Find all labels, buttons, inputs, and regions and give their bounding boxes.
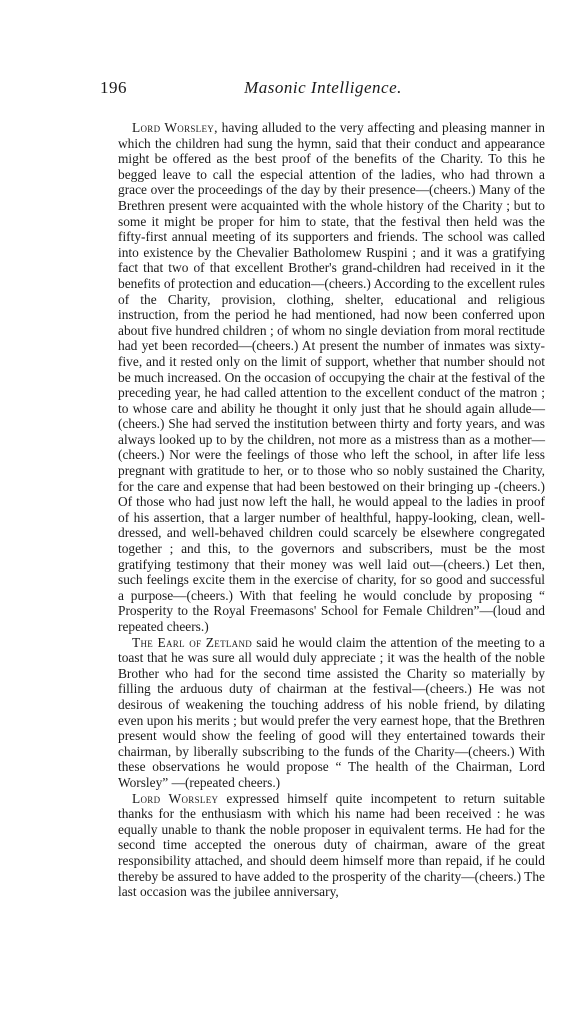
paragraph-text: expressed himself quite incompetent to return suitable thanks for the enthusiasm with which his name had been received : he was equally unable to thank the noble proposer in equivalent terms. He had for the second time accepted the onerous duty of chairman, aware of the great responsibility attached, and should deem himself more than repaid, if he could thereby be assured to have added to the prosperity of the charity—(cheers.) The last occasion was the jubilee anniversary, [118, 790, 545, 900]
document-page [78, 78, 568, 900]
page-header [78, 78, 568, 108]
speaker-name: The Earl of Zetland [132, 634, 253, 650]
speaker-name: Lord Worsley [132, 790, 219, 806]
page-number: 196 [100, 78, 127, 97]
running-title: Masonic Intelligence. [244, 78, 402, 97]
article-body [118, 120, 545, 900]
paragraph-lord-worsley-reply [118, 791, 545, 900]
paragraph-text: said he would claim the attention of the meeting to a toast that he was sure all would duly appreciate ; it was the health of the noble Brother who had for the second time assisted the Charity so materially by filling the arduous duty of chairman at the festival—(cheers.) He was not desirous of weakening the touching address of his noble friend, by dilating even upon his merits ; but would prefer the very earnest hope, that the Brethren present would show the feeling of good will they entertained towards their chairman, by liberally subscribing to the funds of the Charity—(cheers.) With these observations he would propose “ The health of the Chairman, Lord Worsley” —(repeated cheers.) [118, 634, 545, 790]
paragraph-earl-of-zetland-toast [118, 635, 545, 791]
paragraph-lord-worsley-speech [118, 120, 545, 635]
speaker-name: Lord Worsley, [132, 120, 218, 135]
paragraph-text: having alluded to the very affecting and pleasing manner in which the children had sung the hymn, said that their conduct and appearance might be offered as the best proof of the benefits of the Charity. To this he begged leave to call the especial attention of the ladies, who had thrown a grace over the proceedings of the day by their presence—(cheers.) Many of the Brethren present were acquainted with the whole history of the Charity ; but to some it might be proper for him to state, that the festival then held was the fifty-first annual meeting of its supporters and friends. The school was called into existence by the Chevalier Batholomew Ruspini ; and it was a gratifying fact that two of that excellent Brother's grand-children had received in it the benefits of protection and education—(cheers.) According to the excellent rules of the Charity, provision, clothing, shelter, educational and religious instruction, from the period he had mentioned, had now been conferred upon about five hundred children ; of whom no single deviation from moral rectitude had yet been recorded—(cheers.) At present the number of inmates was sixty-five, and it rested only on the limit of support, whether that number should not be much increased. On the occasion of occupying the chair at the festival of the preceding year, he had called attention to the excellent conduct of the matron ; to whose care and ability he thought it only just that he should again allude—(cheers.) She had served the institution between thirty and forty years, and was always looked up to by the children, not more as a mistress than as a mother—(cheers.) Nor were the feelings of those who left the school, in after life less pregnant with gratitude to her, or to those who so nobly sustained the Charity, for the care and expense that had been bestowed on their bringing up -(cheers.) Of those who had just now left the hall, he would appeal to the ladies in proof of his assertion, that a larger number of healthful, happy-looking, clean, well-dressed, and well-behaved children could scarcely be elsewhere congregated together ; and this, to the governors and subscribers, must be the most gratifying testimony that their money was well laid out—(cheers.) Let then, such feelings excite them in the exercise of charity, for so good and successful a purpose—(cheers.) With that feeling he would conclude by proposing “ Prosperity to the Royal Freemasons' School for Female Children”—(loud and repeated cheers.) [118, 120, 545, 634]
